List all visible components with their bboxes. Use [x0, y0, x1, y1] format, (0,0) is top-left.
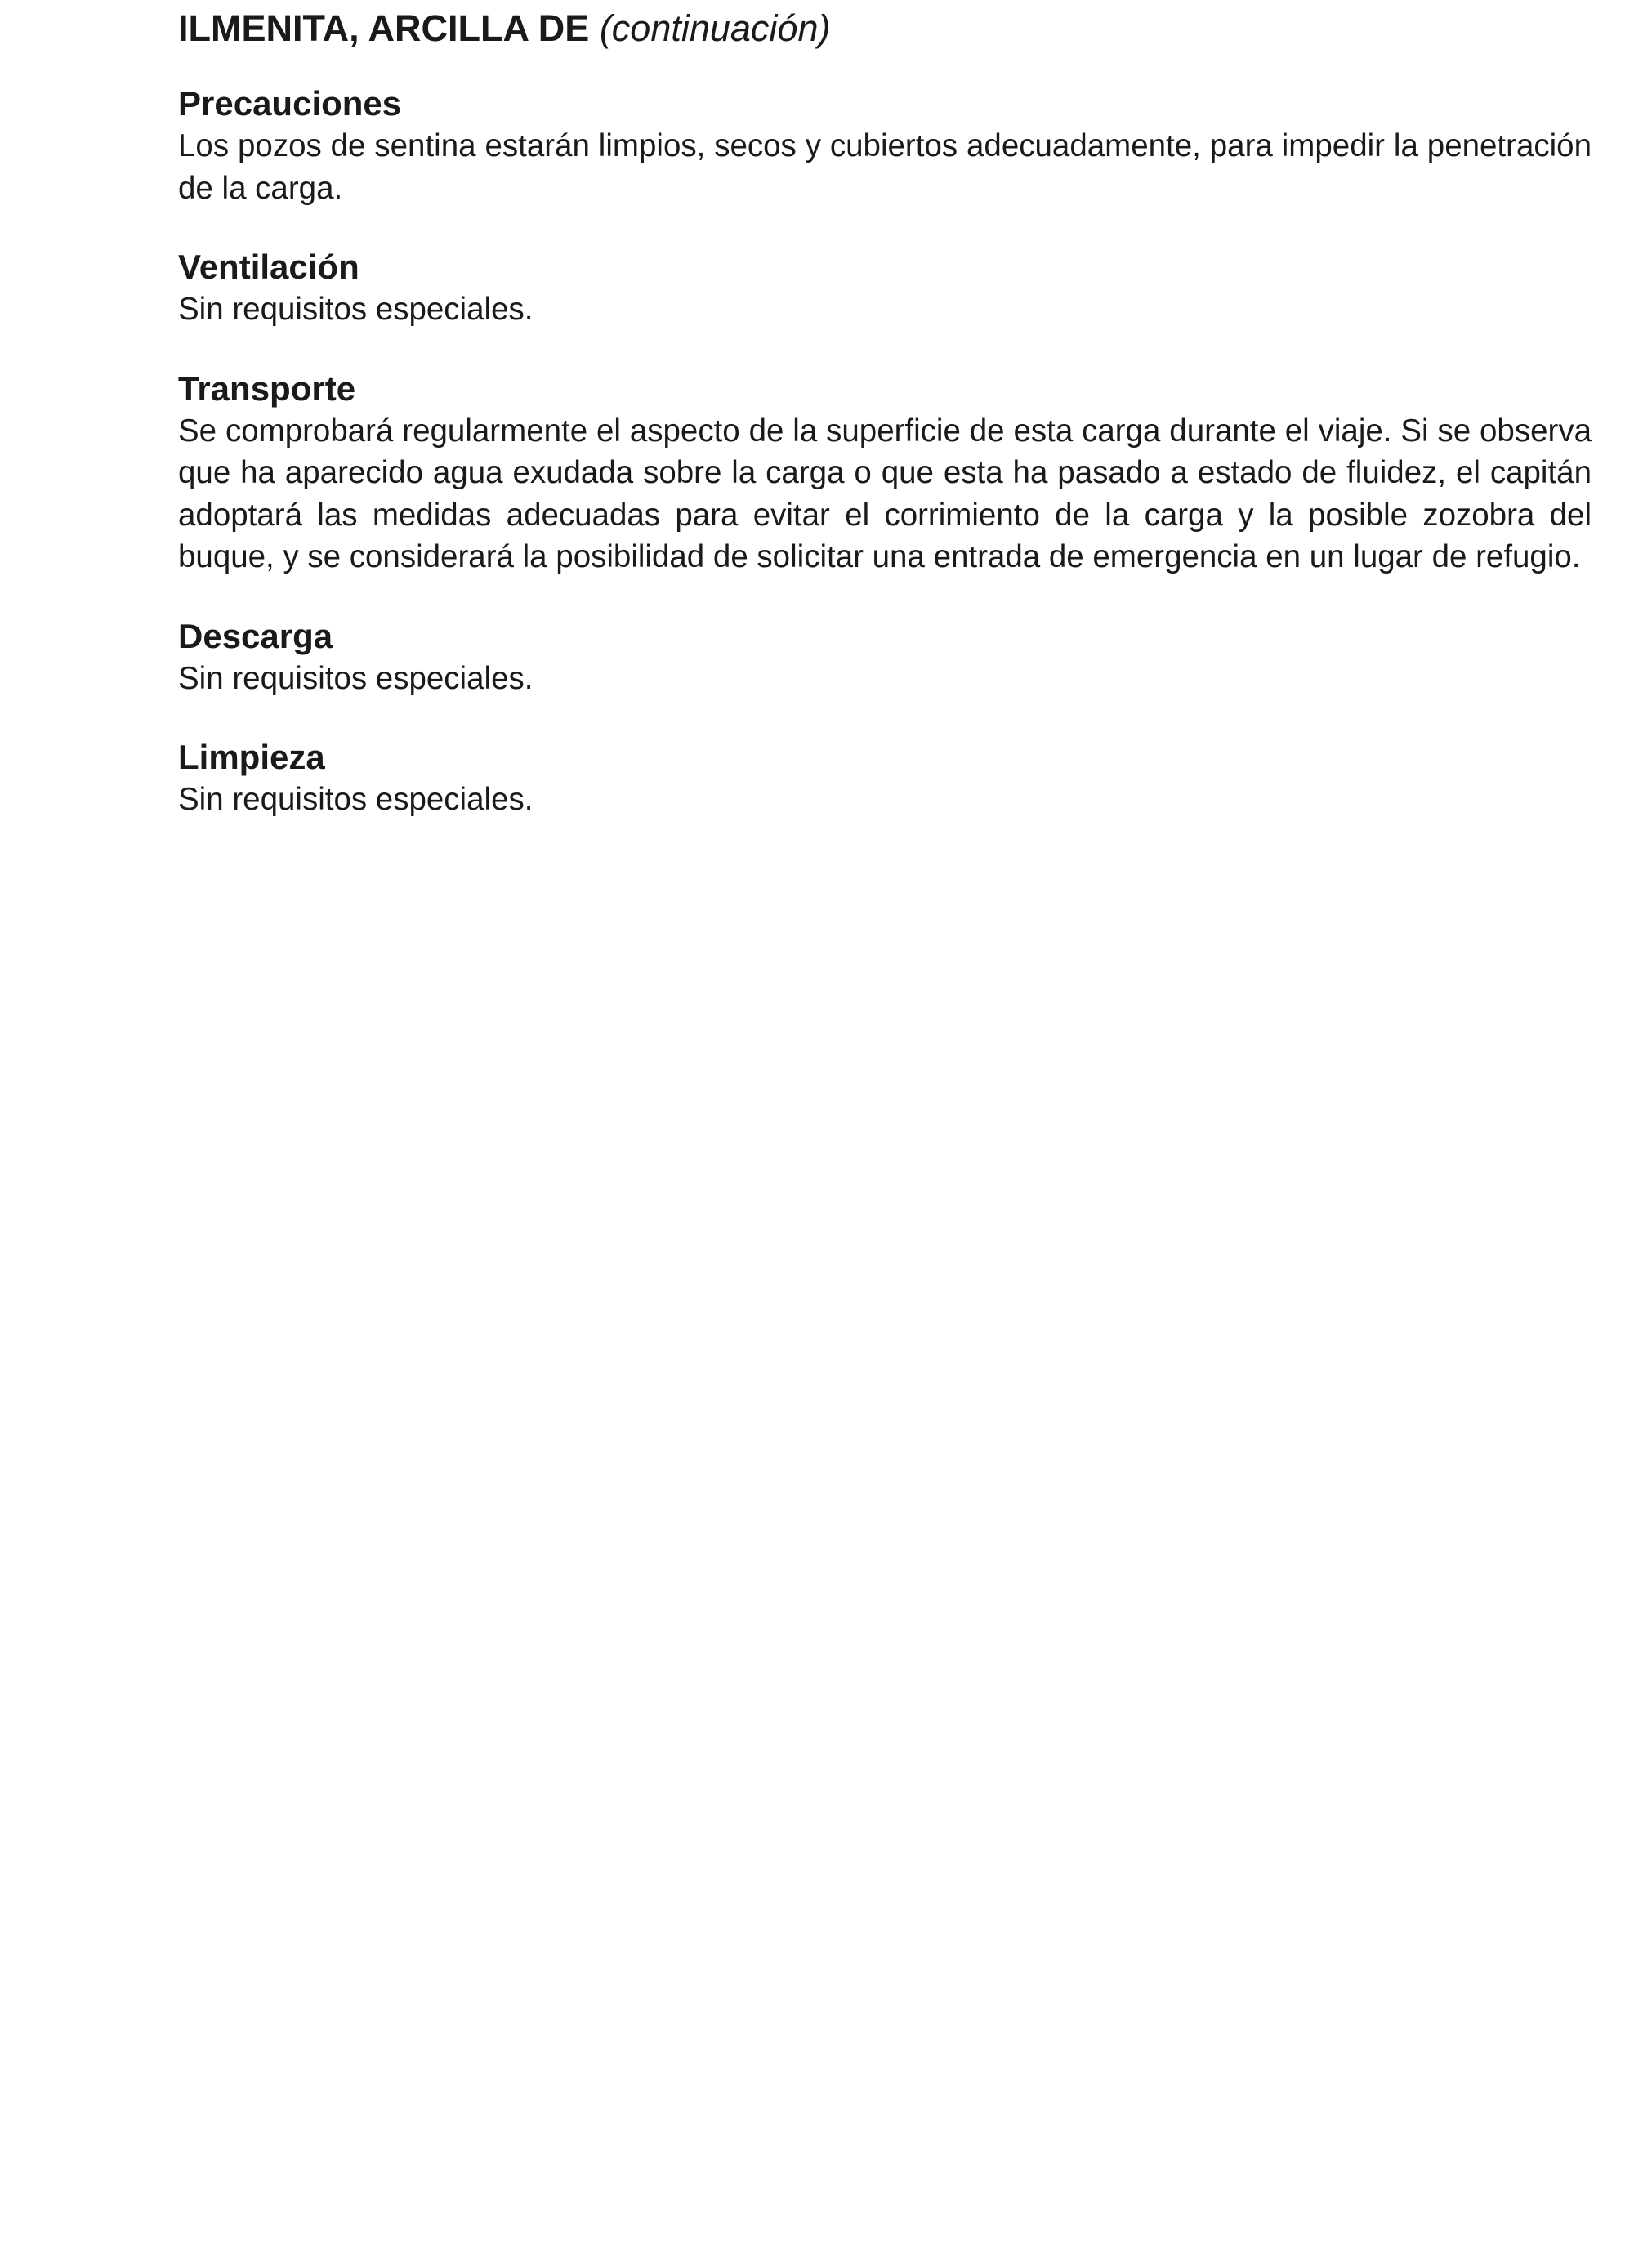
section-heading: Limpieza	[178, 738, 325, 776]
document-page	[178, 0, 1592, 821]
document-title	[178, 0, 1592, 52]
section-precauciones	[178, 83, 1592, 209]
section-transporte	[178, 368, 1592, 578]
section-heading: Ventilación	[178, 248, 359, 286]
section-descarga	[178, 615, 1592, 700]
section-body: Sin requisitos especiales.	[178, 782, 534, 817]
section-body: Los pozos de sentina estarán limpios, secos y cubiertos adecuadamente, para impedir la penetración de la carga.	[178, 128, 1592, 206]
section-ventilacion	[178, 246, 1592, 331]
section-limpieza	[178, 736, 1592, 821]
section-body: Se comprobará regularmente el aspecto de la superficie de esta carga durante el viaje. Si se observa que ha aparecido agua exudada sobre la carga o que esta ha pasado a estado de fluidez, el capitán adoptará las medidas adecuadas para evitar el corrimiento de la carga y la posible zozobra del buque, y se considerará la posibilidad de solicitar una entrada de emergencia en un lugar de refugio.	[178, 413, 1592, 574]
title-continuation: (continuación)	[599, 7, 831, 49]
section-heading: Transporte	[178, 368, 356, 408]
section-body: Sin requisitos especiales.	[178, 292, 534, 327]
section-body: Sin requisitos especiales.	[178, 660, 534, 696]
title-text: ILMENITA, ARCILLA DE	[178, 7, 590, 49]
section-heading: Descarga	[178, 616, 333, 655]
section-heading: Precauciones	[178, 84, 402, 123]
